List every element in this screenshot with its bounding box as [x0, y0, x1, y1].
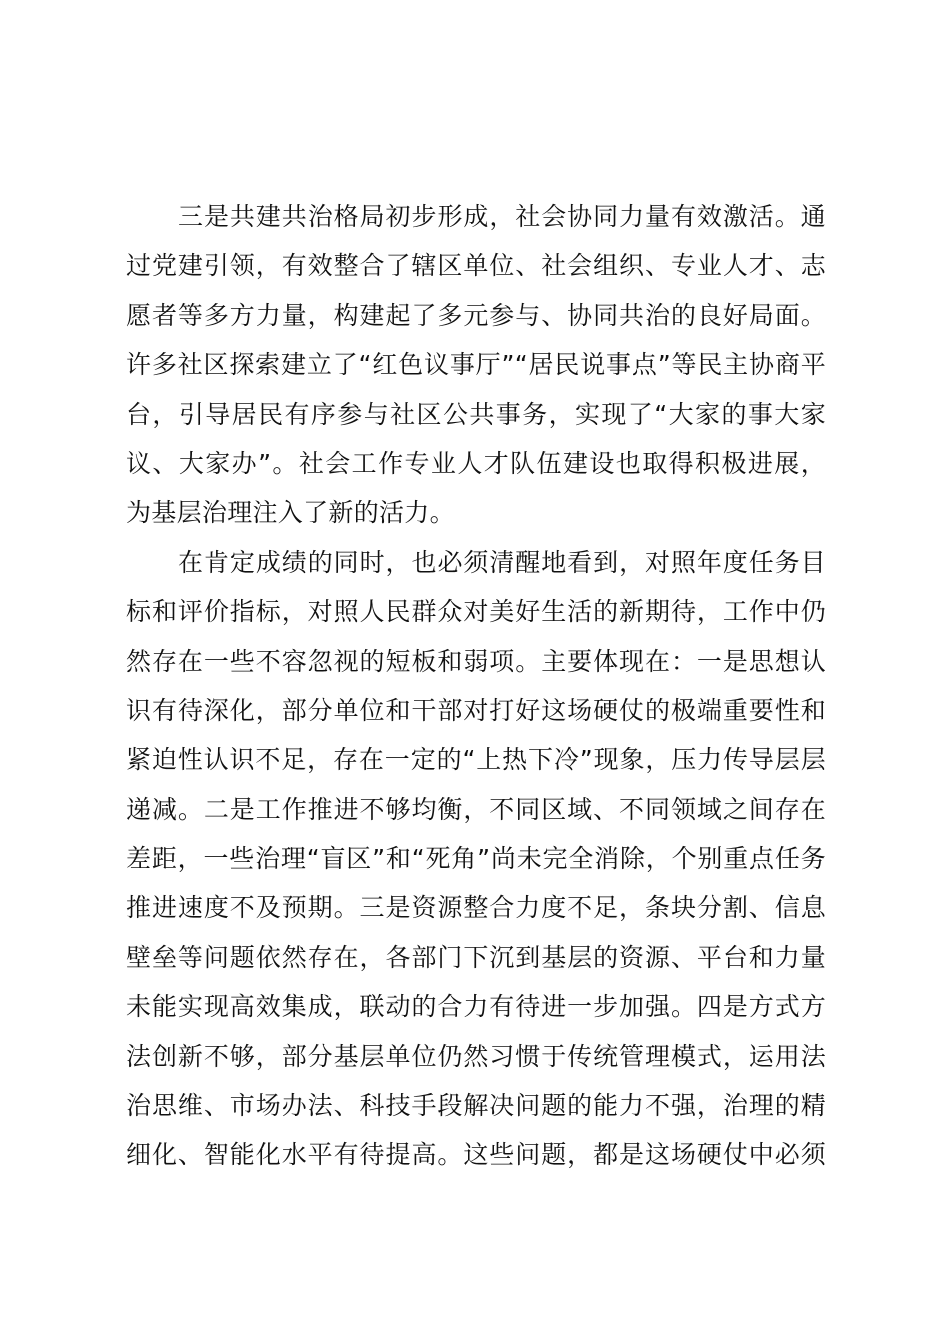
text-line: 议、大家办”。社会工作专业人才队伍建设也取得积极进展， — [126, 448, 826, 478]
text-line: 递减。二是工作推进不够均衡，不同区域、不同领域之间存在 — [126, 794, 826, 824]
text-line: 推进速度不及预期。三是资源整合力度不足，条块分割、信息 — [126, 893, 826, 923]
text-line: 壁垒等问题依然存在，各部门下沉到基层的资源、平台和力量 — [126, 942, 826, 972]
text-line: 细化、智能化水平有待提高。这些问题，都是这场硬仗中必须 — [126, 1140, 826, 1170]
text-line: 差距，一些治理“盲区”和“死角”尚未完全消除，个别重点任务 — [126, 844, 826, 874]
text-line: 愿者等多方力量，构建起了多元参与、协同共治的良好局面。 — [126, 300, 826, 330]
text-line: 然存在一些不容忽视的短板和弱项。主要体现在：一是思想认 — [126, 646, 826, 676]
text-line: 紧迫性认识不足，存在一定的“上热下冷”现象，压力传导层层 — [126, 745, 826, 775]
text-line: 三是共建共治格局初步形成，社会协同力量有效激活。通 — [178, 202, 826, 231]
text-line: 在肯定成绩的同时，也必须清醒地看到，对照年度任务目 — [178, 547, 826, 577]
text-line: 识有待深化，部分单位和干部对打好这场硬仗的极端重要性和 — [126, 695, 826, 725]
paragraph-1 — [126, 192, 826, 538]
text-line: 未能实现高效集成，联动的合力有待进一步加强。四是方式方 — [126, 992, 826, 1022]
text-line: 法创新不够，部分基层单位仍然习惯于传统管理模式，运用法 — [126, 1041, 826, 1071]
text-line: 为基层治理注入了新的活力。 — [126, 498, 455, 528]
text-line: 治思维、市场办法、科技手段解决问题的能力不强，治理的精 — [126, 1091, 826, 1121]
text-line: 许多社区探索建立了“红色议事厅”“居民说事点”等民主协商平 — [126, 350, 826, 380]
text-line: 台，引导居民有序参与社区公共事务，实现了“大家的事大家 — [126, 399, 826, 429]
text-line: 过党建引领，有效整合了辖区单位、社会组织、专业人才、志 — [126, 251, 826, 281]
text-line: 标和评价指标，对照人民群众对美好生活的新期待，工作中仍 — [126, 597, 826, 627]
body-text — [126, 192, 826, 1180]
paragraph-2 — [126, 538, 826, 1180]
